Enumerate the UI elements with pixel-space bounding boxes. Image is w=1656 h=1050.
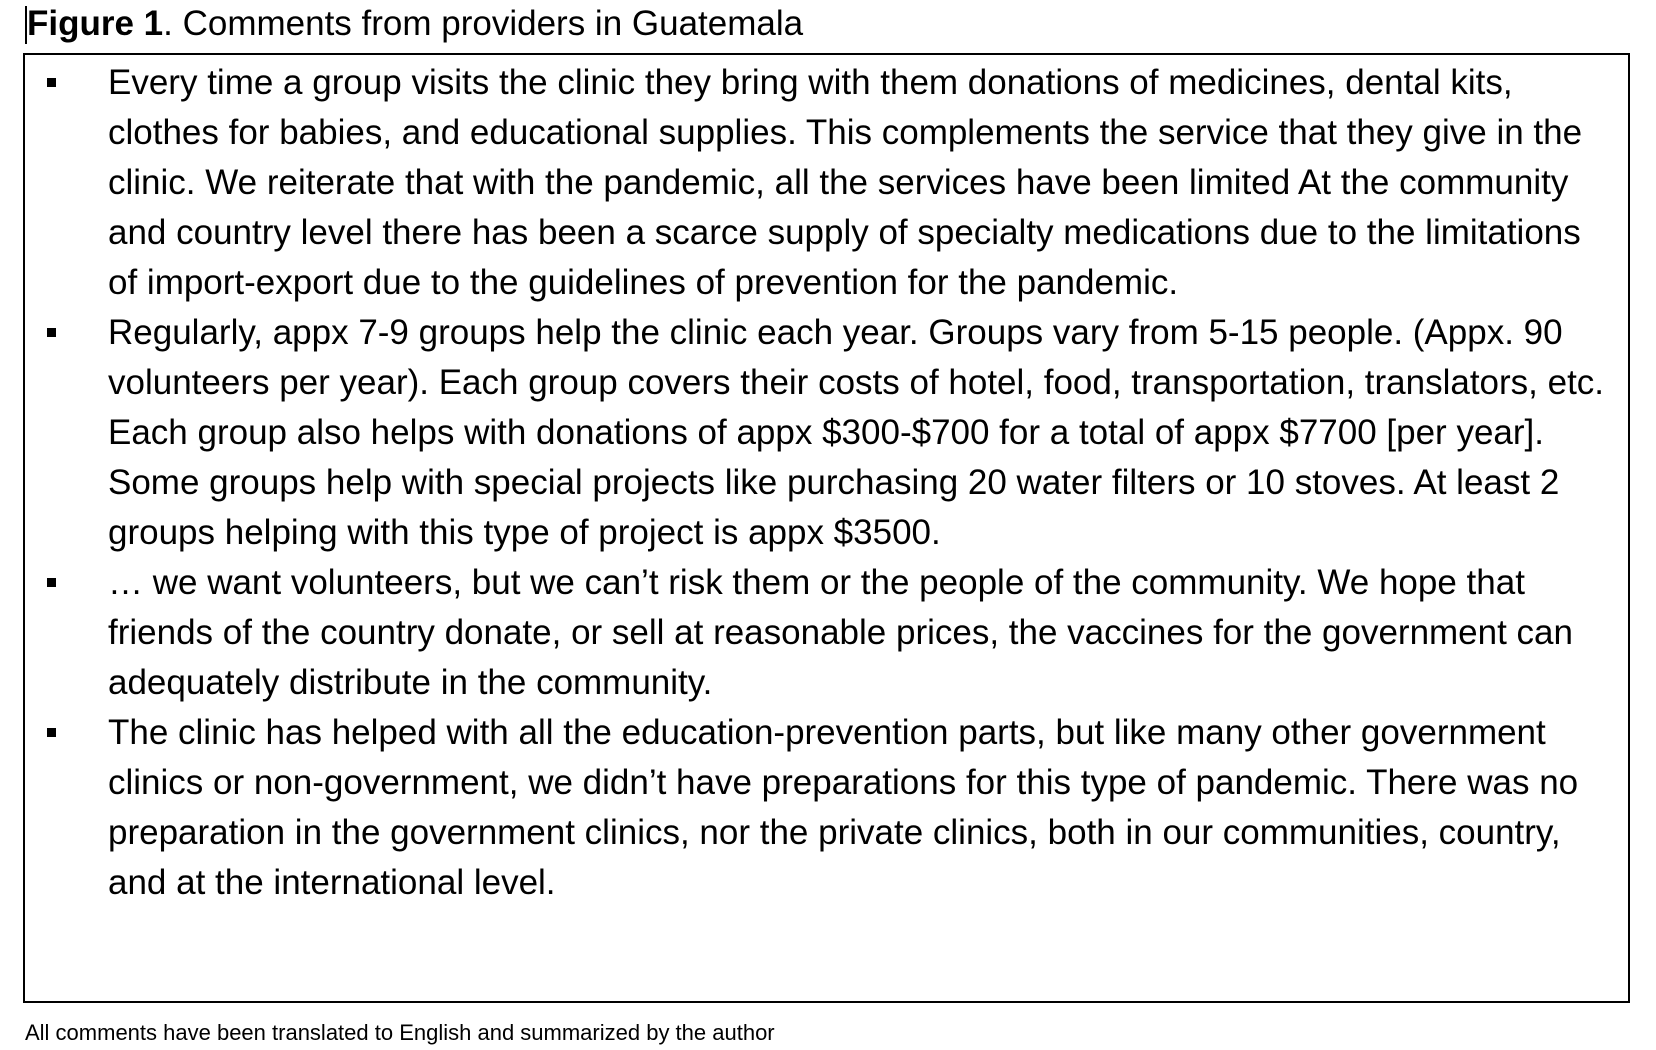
comment-item-preparation bbox=[25, 708, 1628, 908]
comment-item-volunteer-groups bbox=[25, 308, 1628, 558]
comment-text: Every time a group visits the clinic they bring with them donations of medicines, dental kits, clothes for babies, and educational supplies. This complements the service that they give in the clinic. We reiterate that with the pandemic, all the services have been limited At the community and country level there has been a scarce supply of specialty medications due to the limitations of import-export due to the guidelines of prevention for the pandemic. bbox=[108, 63, 1583, 302]
figure-label: Figure 1 bbox=[27, 4, 164, 43]
figure-caption bbox=[27, 2, 803, 46]
comment-text: The clinic has helped with all the education-prevention parts, but like many other government clinics or non-government, we didn’t have preparations for this type of pandemic. There was no preparation in the government clinics, nor the private clinics, both in our communities, country, and at the international level. bbox=[108, 713, 1579, 902]
square-bullet-icon bbox=[47, 328, 56, 337]
square-bullet-icon bbox=[47, 728, 56, 737]
footnote: All comments have been translated to English and summarized by the author bbox=[25, 1020, 775, 1045]
comment-text: Regularly, appx 7-9 groups help the clinic each year. Groups vary from 5-15 people. (Appx. 90 volunteers per year). Each group covers their costs of hotel, food, transportation, translators, etc. Each group also helps with donations of appx $300-$700 for a total of appx $7700 [per year]. Some groups help with special projects like purchasing 20 water filters or 10 stoves. At least 2 groups helping with this type of project is appx $3500. bbox=[108, 313, 1605, 552]
square-bullet-icon bbox=[47, 78, 56, 87]
comment-item-donations bbox=[25, 58, 1628, 308]
comment-list bbox=[25, 58, 1628, 908]
comments-box bbox=[23, 53, 1630, 1003]
square-bullet-icon bbox=[47, 578, 56, 587]
figure-title: . Comments from providers in Guatemala bbox=[163, 4, 804, 43]
comment-text: … we want volunteers, but we can’t risk them or the people of the community. We hope that friends of the country donate, or sell at reasonable prices, the vaccines for the government can adequately distribute in the community. bbox=[108, 563, 1573, 702]
comment-item-vaccines bbox=[25, 558, 1628, 708]
